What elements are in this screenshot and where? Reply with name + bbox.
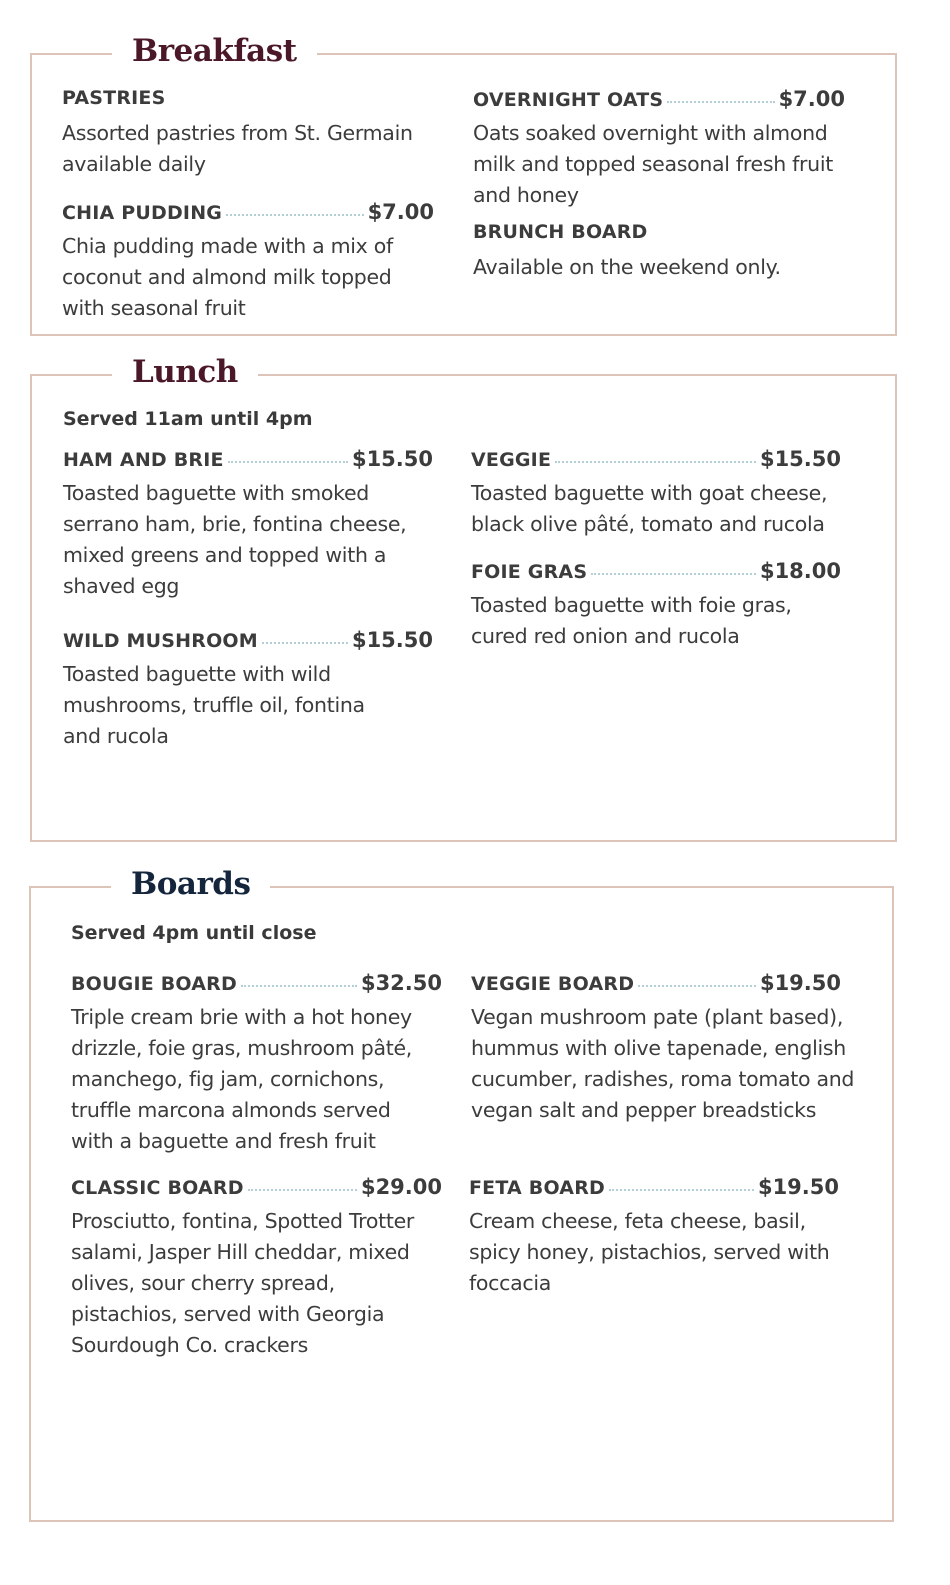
item-price: $15.50 (351, 447, 433, 471)
item-price: $32.50 (360, 971, 442, 995)
item-name: BRUNCH BOARD (473, 221, 648, 243)
item-name: PASTRIES (62, 87, 166, 109)
item-name: HAM AND BRIE (63, 449, 224, 471)
boards-hours: Served 4pm until close (71, 922, 317, 944)
item-name: VEGGIE (471, 449, 552, 471)
menu-item-classic-board (71, 1175, 442, 1361)
breakfast-section (30, 33, 897, 336)
dotted-leader (241, 985, 357, 987)
item-description: Toasted baguette with foie gras, cured red onion and rucola (471, 593, 792, 648)
dotted-leader (667, 101, 774, 103)
item-description: Prosciutto, fontina, Spotted Trotter salami, Jasper Hill cheddar, mixed olives, sour cherry spread, pistachios, served with Georgia Sourdough Co. crackers (71, 1209, 415, 1357)
item-price: $15.50 (351, 628, 433, 652)
item-header (63, 628, 433, 658)
dotted-leader (228, 461, 348, 463)
lunch-hours: Served 11am until 4pm (63, 408, 313, 430)
item-header (63, 447, 433, 477)
item-header (71, 1175, 442, 1205)
menu-item-feta-board (469, 1175, 839, 1299)
item-description: Toasted baguette with goat cheese, black olive pâté, tomato and rucola (471, 481, 828, 536)
dotted-leader (591, 573, 756, 575)
item-name: CLASSIC BOARD (71, 1177, 244, 1199)
item-header (62, 200, 434, 230)
boards-title: Boards (111, 862, 270, 906)
menu-item-brunch-board (473, 221, 845, 283)
item-price: $18.00 (759, 559, 841, 583)
item-price: $29.00 (360, 1175, 442, 1199)
menu-item-bougie-board (71, 971, 442, 1157)
dotted-leader (226, 214, 363, 216)
item-header (71, 971, 442, 1001)
dotted-leader (248, 1189, 357, 1191)
item-description: Assorted pastries from St. Germain available daily (62, 121, 413, 176)
item-price: $19.50 (759, 971, 841, 995)
item-price: $19.50 (757, 1175, 839, 1199)
item-header (473, 221, 845, 251)
dotted-leader (262, 642, 348, 644)
item-price: $7.00 (367, 200, 434, 224)
item-header (62, 87, 434, 117)
menu-item-ham-and-brie (63, 447, 433, 602)
menu-item-veggie (471, 447, 841, 540)
item-header (469, 1175, 839, 1205)
menu-item-overnight-oats (473, 87, 845, 211)
menu-item-chia-pudding (62, 200, 434, 324)
lunch-title: Lunch (112, 350, 258, 394)
dotted-leader (638, 985, 756, 987)
item-name: VEGGIE BOARD (471, 973, 635, 995)
item-header (471, 559, 841, 589)
breakfast-title: Breakfast (112, 29, 317, 73)
item-name: BOUGIE BOARD (71, 973, 237, 995)
lunch-section (30, 354, 897, 842)
item-description: Toasted baguette with smoked serrano ham, brie, fontina cheese, mixed greens and topped with a shaved egg (63, 481, 407, 598)
item-name: CHIA PUDDING (62, 202, 223, 224)
item-name: OVERNIGHT OATS (473, 89, 664, 111)
item-name: FOIE GRAS (471, 561, 588, 583)
menu-item-wild-mushroom (63, 628, 433, 752)
menu-item-veggie-board (471, 971, 855, 1126)
item-price: $7.00 (778, 87, 845, 111)
item-description: Toasted baguette with wild mushrooms, truffle oil, fontina and rucola (63, 662, 365, 748)
item-price: $15.50 (759, 447, 841, 471)
item-header (473, 87, 845, 117)
item-description: Oats soaked overnight with almond milk and topped seasonal fresh fruit and honey (473, 121, 833, 207)
item-name: FETA BOARD (469, 1177, 605, 1199)
item-name: WILD MUSHROOM (63, 630, 258, 652)
item-description: Triple cream brie with a hot honey drizzle, foie gras, mushroom pâté, manchego, fig jam, cornichons, truffle marcona almonds served with a baguette and fresh fruit (71, 1005, 413, 1153)
item-description: Available on the weekend only. (473, 255, 781, 279)
menu-item-foie-gras (471, 559, 841, 652)
boards-section (29, 866, 894, 1522)
item-description: Cream cheese, feta cheese, basil, spicy honey, pistachios, served with foccacia (469, 1209, 830, 1295)
dotted-leader (555, 461, 756, 463)
menu-item-pastries (62, 87, 434, 180)
item-header (471, 971, 841, 1001)
item-description: Vegan mushroom pate (plant based), hummus with olive tapenade, english cucumber, radishes, roma tomato and vegan salt and pepper breadsticks (471, 1005, 855, 1122)
dotted-leader (609, 1189, 754, 1191)
item-description: Chia pudding made with a mix of coconut and almond milk topped with seasonal fruit (62, 234, 393, 320)
item-header (471, 447, 841, 477)
